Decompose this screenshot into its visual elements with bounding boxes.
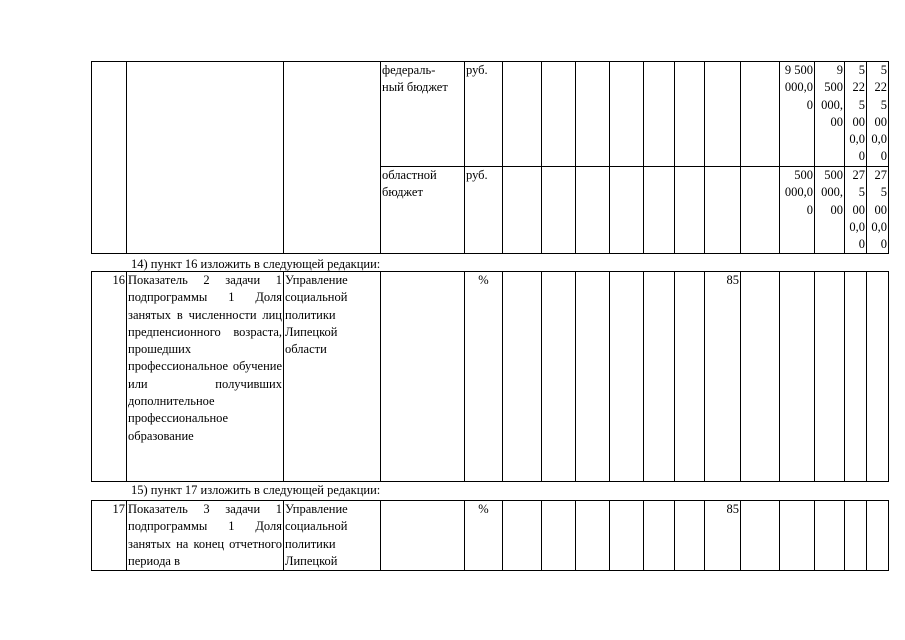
empty-cell: [845, 272, 867, 482]
value-cell: 5 22 5 00 0,0 0: [845, 62, 867, 167]
empty-cell: [542, 501, 576, 571]
indicator-name: Показатель 3 задачи 1 подпрограммы 1 Доля занятых на конец отчетного периода в: [127, 501, 284, 571]
value-cell: 9 500 000,0 0: [780, 62, 815, 167]
empty-cell: [381, 501, 465, 571]
empty-cell: [741, 272, 780, 482]
empty-cell: [576, 167, 610, 254]
empty-cell: [780, 501, 815, 571]
empty-cell: [867, 272, 889, 482]
value-cell: 85: [705, 501, 741, 571]
value-cell: 5 22 5 00 0,0 0: [867, 62, 889, 167]
empty-cell: [705, 167, 741, 254]
org-cell: [284, 62, 381, 254]
source-cell: областной бюджет: [381, 167, 465, 254]
empty-cell: [503, 501, 542, 571]
empty-cell: [644, 272, 675, 482]
empty-cell: [845, 501, 867, 571]
unit-cell: %: [465, 272, 503, 482]
empty-cell: [381, 272, 465, 482]
indicator-name: Показатель 2 задачи 1 подпрограммы 1 Доля занятых в численности лиц предпенсионного возраста, прошедших профессиональное обучение или получивших дополнительное профессиональное образование: [127, 272, 284, 482]
empty-cell: [741, 62, 780, 167]
empty-cell: [675, 501, 705, 571]
empty-cell: [675, 62, 705, 167]
table-row: [92, 501, 889, 571]
empty-cell: [741, 167, 780, 254]
unit-cell: %: [465, 501, 503, 571]
empty-cell: [675, 272, 705, 482]
empty-cell: [503, 167, 542, 254]
empty-cell: [815, 272, 845, 482]
empty-cell: [644, 62, 675, 167]
unit-cell: руб.: [465, 167, 503, 254]
empty-cell: [644, 501, 675, 571]
empty-cell: [675, 167, 705, 254]
empty-cell: [610, 167, 644, 254]
empty-cell: [576, 501, 610, 571]
empty-cell: [503, 62, 542, 167]
empty-cell: [741, 501, 780, 571]
row-number: 17: [92, 501, 127, 571]
num-cell: [92, 62, 127, 254]
empty-cell: [610, 62, 644, 167]
empty-cell: [815, 501, 845, 571]
value-cell: 9 500 000, 00: [815, 62, 845, 167]
table-row: [92, 62, 889, 167]
value-cell: 27 5 00 0,0 0: [867, 167, 889, 254]
name-cell: [127, 62, 284, 254]
empty-cell: [542, 167, 576, 254]
responsible-org: Управление социальной политики Липецкой области: [284, 272, 381, 482]
value-cell: 85: [705, 272, 741, 482]
empty-cell: [705, 62, 741, 167]
indicator-table: [91, 500, 889, 571]
value-cell: 27 5 00 0,0 0: [845, 167, 867, 254]
empty-cell: [542, 272, 576, 482]
empty-cell: [503, 272, 542, 482]
source-cell: федераль- ный бюджет: [381, 62, 465, 167]
responsible-org: Управление социальной политики Липецкой: [284, 501, 381, 571]
empty-cell: [576, 62, 610, 167]
row-number: 16: [92, 272, 127, 482]
unit-cell: руб.: [465, 62, 503, 167]
amendment-note: 14) пункт 16 изложить в следующей редакции:: [131, 257, 381, 271]
empty-cell: [780, 272, 815, 482]
empty-cell: [542, 62, 576, 167]
empty-cell: [610, 501, 644, 571]
empty-cell: [644, 167, 675, 254]
amendment-note: 15) пункт 17 изложить в следующей редакции:: [131, 483, 381, 497]
budget-table: [91, 61, 889, 254]
table-row: [92, 272, 889, 482]
empty-cell: [576, 272, 610, 482]
empty-cell: [867, 501, 889, 571]
value-cell: 500 000,0 0: [780, 167, 815, 254]
indicator-table: [91, 271, 889, 482]
value-cell: 500 000, 00: [815, 167, 845, 254]
empty-cell: [610, 272, 644, 482]
